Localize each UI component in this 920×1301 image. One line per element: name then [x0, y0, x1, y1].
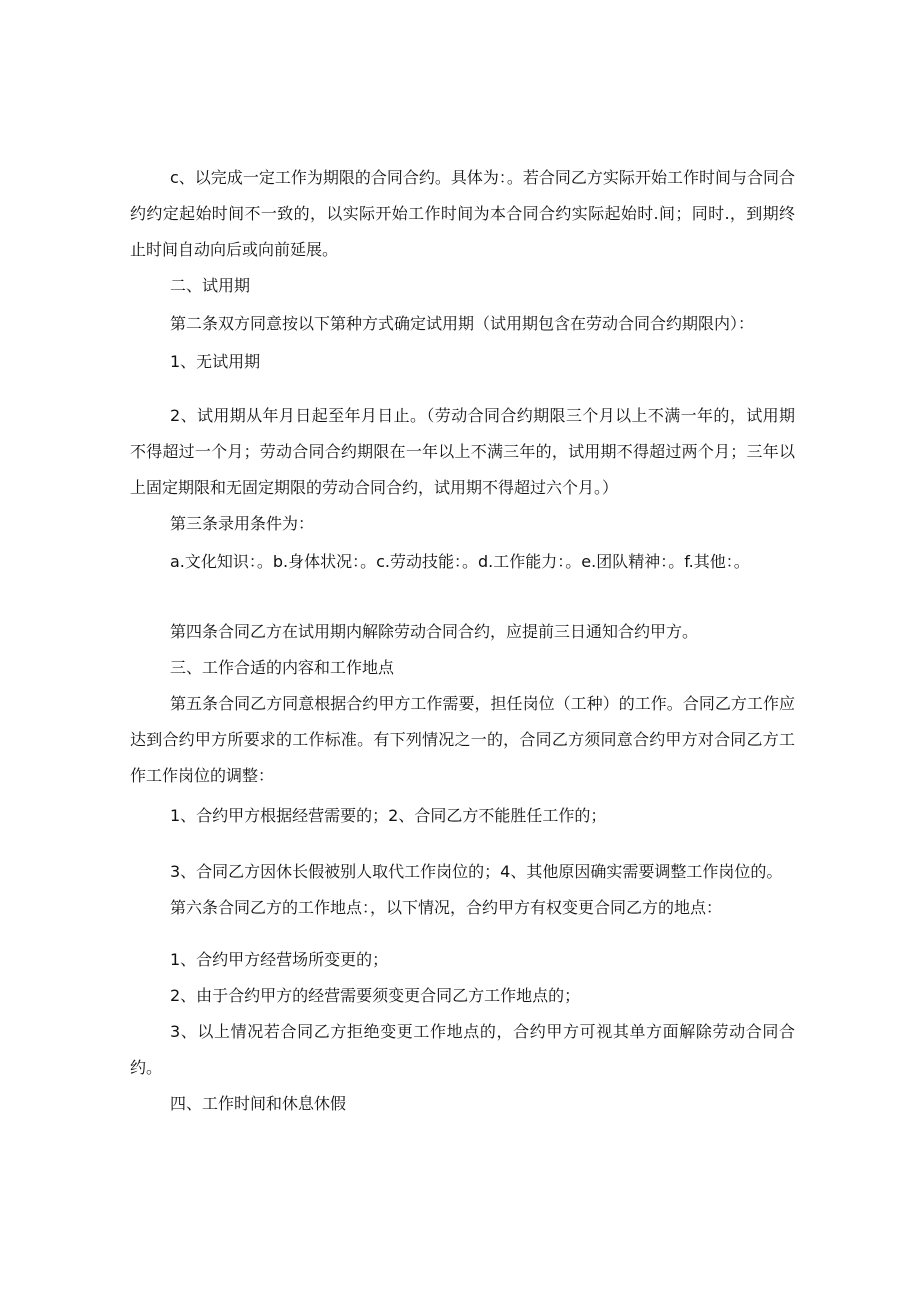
article-2: 第二条双方同意按以下第种方式确定试用期（试用期包含在劳动合同合约期限内）： — [170, 314, 755, 333]
probation-option-2: 2、试用期从年月日起至年月日止。（劳动合同合约期限三个月以上不满一年的，试用期不得超过一个月；劳动合同合约期限在一年以上不满三年的，试用期不得超过两个月；三年以上固定期限和无固定期限的劳动合同合约，试用期不得超过六个月。） — [130, 406, 795, 497]
article-6: 第六条合同乙方的工作地点：，以下情况，合约甲方有权变更合同乙方的地点： — [170, 898, 723, 917]
section-heading-work-content: 三、工作合适的内容和工作地点 — [170, 658, 395, 677]
adjustment-items-3-4: 3、合同乙方因休长假被别人取代工作岗位的；4、其他原因确实需要调整工作岗位的。 — [170, 862, 783, 881]
article-5: 第五条合同乙方同意根据合约甲方工作需要，担任岗位（工种）的工作。合同乙方工作应达到合约甲方所要求的工作标准。有下列情况之一的，合同乙方须同意合约甲方对合同乙方工作工作岗位的调整： — [130, 694, 795, 785]
probation-option-1: 1、无试用期 — [170, 352, 261, 371]
section-heading-working-hours: 四、工作时间和休息休假 — [170, 1094, 347, 1113]
location-item-3: 3、以上情况若合同乙方拒绝变更工作地点的，合约甲方可视其单方面解除劳动合同合约。 — [130, 1022, 795, 1077]
article-3: 第三条录用条件为： — [170, 514, 315, 533]
article-4: 第四条合同乙方在试用期内解除劳动合同合约，应提前三日通知合约甲方。 — [170, 622, 699, 641]
location-item-2: 2、由于合约甲方的经营需要须变更合同乙方工作地点的； — [170, 986, 581, 1005]
paragraph-term-completion: c、以完成一定工作为期限的合同合约。具体为：。若合同乙方实际开始工作时间与合同合约约定起始时间不一致的，以实际开始工作时间为本合同合约实际起始时.间；同时.，到期终止时间自动向后或向前延展。 — [130, 168, 795, 259]
section-heading-probation: 二、试用期 — [170, 276, 251, 295]
adjustment-items-1-2: 1、合约甲方根据经营需要的；2、合同乙方不能胜任工作的； — [170, 806, 607, 825]
hiring-conditions: a.文化知识：。b.身体状况：。c.劳动技能：。d.工作能力：。e.团队精神：。f.其他：。 — [170, 552, 750, 571]
location-item-1: 1、合约甲方经营场所变更的； — [170, 950, 389, 969]
